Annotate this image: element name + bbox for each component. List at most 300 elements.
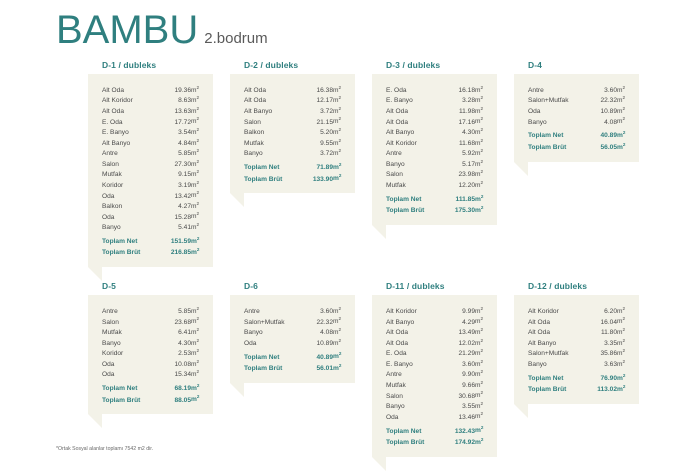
unit-symbol: m: [475, 139, 481, 147]
unit-symbol: m: [475, 329, 481, 337]
area-row: [386, 347, 489, 358]
unit-exponent: 2: [196, 305, 200, 311]
area-room-label: Toplam Brüt: [244, 364, 283, 372]
area-unit: [333, 305, 347, 316]
area-total-row: [528, 369, 631, 383]
area-room-label: Toplam Net: [528, 374, 564, 382]
unit-exponent: 2: [480, 148, 484, 154]
area-value: 6.20: [604, 308, 617, 315]
area-value: 13.46: [458, 413, 475, 421]
unit-symbol: m: [333, 308, 339, 315]
unit-card: [88, 295, 213, 414]
area-unit: [475, 316, 489, 327]
area-row: [386, 379, 489, 390]
area-room-label: Toplam Brüt: [528, 143, 567, 151]
area-value: 9.15: [178, 171, 191, 179]
area-room-label: Oda: [102, 360, 115, 368]
unit-exponent: 2: [196, 200, 200, 206]
area-total-row: [528, 140, 631, 151]
area-total-row: [244, 361, 347, 372]
area-room-label: Banyo: [528, 360, 547, 368]
area-unit: [191, 126, 205, 137]
area-row: [386, 105, 489, 116]
unit-exponent: 2: [480, 137, 484, 143]
unit-card-column: [230, 281, 372, 456]
unit-symbol: m: [333, 97, 339, 105]
area-unit: [617, 337, 631, 348]
unit-exponent: 2: [480, 390, 484, 396]
unit-symbol: m: [333, 339, 339, 347]
area-row: [386, 390, 489, 401]
area-room-label: Alt Koridor: [102, 97, 133, 105]
area-value: 5.20: [320, 129, 333, 137]
unit-exponent: 2: [196, 126, 200, 132]
area-value: 11.80: [600, 329, 617, 337]
area-room-label: Alt Oda: [386, 108, 408, 115]
area-row: [102, 84, 205, 95]
unit-exponent: 2: [622, 358, 626, 364]
area-value: 13.49: [458, 329, 475, 337]
area-row: [102, 200, 205, 211]
unit-exponent: 2: [480, 411, 484, 417]
area-row: [102, 137, 205, 148]
unit-exponent: 2: [480, 379, 484, 385]
area-room-label: Mutfak: [102, 329, 122, 337]
unit-exponent: 2: [480, 326, 484, 332]
brand-title: BAMBU: [56, 8, 199, 52]
unit-exponent: 2: [196, 137, 200, 143]
area-row: [244, 126, 347, 137]
unit-exponent: 2: [196, 316, 200, 322]
area-unit: [191, 190, 205, 201]
area-unit: [191, 393, 205, 404]
unit-exponent: 2: [338, 148, 342, 154]
unit-symbol: m: [333, 108, 339, 115]
area-row: [102, 211, 205, 222]
area-row: [528, 337, 631, 348]
unit-exponent: 2: [480, 116, 484, 122]
area-table: [528, 84, 631, 152]
area-unit: [617, 326, 631, 337]
area-room-label: Salon: [102, 160, 119, 168]
area-unit: [617, 369, 631, 383]
area-room-label: Salon+Mutfak: [528, 97, 569, 105]
unit-symbol: m: [333, 86, 339, 94]
unit-exponent: 2: [622, 372, 626, 378]
area-unit: [475, 358, 489, 369]
unit-symbol: m: [475, 86, 481, 94]
unit-symbol: m: [475, 438, 481, 446]
unit-card-title: D-3 / dubleks: [386, 60, 441, 70]
unit-exponent: 2: [622, 95, 626, 101]
unit-card: [514, 74, 639, 162]
area-unit: [333, 326, 347, 337]
unit-exponent: 2: [480, 337, 484, 343]
unit-card-title: D-2 / dubleks: [244, 60, 299, 70]
area-unit: [617, 358, 631, 369]
area-value: 16.18: [458, 86, 475, 94]
unit-symbol: m: [475, 381, 481, 389]
area-room-label: Alt Banyo: [386, 129, 415, 137]
unit-symbol: m: [475, 118, 481, 126]
area-table: [386, 84, 489, 215]
unit-symbol: m: [475, 371, 481, 379]
area-room-label: Alt Oda: [102, 108, 124, 115]
unit-exponent: 2: [196, 235, 200, 241]
area-unit: [191, 221, 205, 232]
unit-exponent: 2: [196, 383, 200, 389]
area-room-label: Antre: [386, 371, 402, 379]
unit-exponent: 2: [622, 305, 626, 311]
area-room-label: Balkon: [102, 203, 123, 211]
area-room-label: E. Banyo: [102, 129, 129, 137]
area-value: 4.08: [604, 118, 617, 126]
area-room-label: Alt Koridor: [386, 308, 417, 315]
area-row: [102, 158, 205, 169]
unit-symbol: m: [475, 150, 481, 158]
unit-symbol: m: [191, 203, 197, 211]
area-unit: [191, 347, 205, 358]
area-room-label: Alt Oda: [244, 86, 266, 94]
area-value: 8.63: [178, 97, 191, 105]
unit-exponent: 2: [338, 137, 342, 143]
area-value: 10.89: [600, 108, 617, 115]
area-unit: [333, 158, 347, 172]
unit-symbol: m: [475, 318, 481, 326]
area-room-label: Toplam Net: [386, 427, 422, 435]
area-row: [386, 158, 489, 169]
area-unit: [191, 84, 205, 95]
unit-card-body: [524, 305, 631, 394]
area-room-label: Toplam Net: [102, 238, 138, 246]
unit-card-body: [382, 84, 489, 215]
area-unit: [333, 337, 347, 348]
unit-exponent: 2: [196, 348, 200, 354]
area-room-label: Oda: [102, 213, 115, 221]
area-room-label: Alt Banyo: [102, 139, 131, 147]
unit-symbol: m: [333, 329, 339, 337]
area-room-label: Oda: [244, 339, 257, 347]
area-row: [386, 84, 489, 95]
area-unit: [475, 347, 489, 358]
area-room-label: Alt Oda: [102, 86, 124, 94]
area-room-label: Toplam Brüt: [386, 438, 425, 446]
area-total-row: [386, 435, 489, 446]
area-total-row: [386, 190, 489, 204]
area-unit: [191, 369, 205, 380]
unit-exponent: 2: [338, 126, 342, 132]
area-value: 3.54: [178, 129, 191, 137]
area-unit: [475, 390, 489, 401]
unit-symbol: m: [475, 129, 481, 137]
unit-card-title: D-1 / dubleks: [102, 60, 157, 70]
area-value: 76.90: [600, 374, 617, 382]
area-room-label: Antre: [102, 308, 118, 315]
area-room-label: Mutfak: [386, 381, 406, 389]
unit-symbol: m: [617, 386, 623, 394]
area-room-label: E. Banyo: [386, 360, 413, 368]
unit-symbol: m: [333, 175, 339, 183]
area-unit: [475, 84, 489, 95]
area-value: 132.43: [454, 427, 475, 435]
area-room-label: Alt Oda: [386, 329, 408, 337]
unit-card-title: D-5: [102, 281, 116, 292]
unit-exponent: 2: [338, 362, 342, 368]
unit-symbol: m: [191, 86, 197, 94]
area-room-label: Oda: [102, 371, 115, 379]
unit-symbol: m: [191, 308, 197, 315]
area-value: 113.02: [597, 386, 617, 394]
area-row: [102, 337, 205, 348]
area-unit: [475, 105, 489, 116]
area-value: 21.15: [316, 118, 333, 126]
area-value: 5.85: [178, 308, 191, 315]
area-unit: [475, 305, 489, 316]
area-row: [102, 95, 205, 106]
unit-symbol: m: [191, 129, 197, 137]
area-room-label: Antre: [102, 150, 118, 158]
unit-symbol: m: [191, 371, 197, 379]
area-value: 15.34: [174, 371, 191, 379]
area-unit: [191, 158, 205, 169]
area-room-label: Alt Banyo: [244, 108, 273, 115]
unit-card: [88, 74, 213, 267]
unit-exponent: 2: [480, 205, 484, 210]
area-room-label: Koridor: [102, 350, 124, 358]
unit-exponent: 2: [480, 158, 484, 164]
unit-exponent: 2: [338, 316, 342, 322]
area-room-label: Oda: [528, 108, 541, 115]
area-room-label: Banyo: [244, 329, 263, 337]
unit-symbol: m: [191, 329, 197, 337]
unit-symbol: m: [191, 238, 197, 246]
area-value: 21.29: [458, 350, 475, 358]
unit-exponent: 2: [196, 222, 200, 227]
unit-symbol: m: [617, 360, 623, 368]
unit-symbol: m: [191, 97, 197, 105]
area-value: 23.98: [458, 171, 475, 179]
area-room-label: Antre: [386, 150, 402, 158]
unit-card-column: [372, 281, 514, 456]
card-row-top: [88, 60, 658, 267]
area-row: [102, 326, 205, 337]
area-table: [244, 84, 347, 183]
area-unit: [475, 369, 489, 380]
area-unit: [333, 172, 347, 183]
area-unit: [191, 211, 205, 222]
area-room-label: Toplam Brüt: [528, 386, 567, 394]
area-room-label: Toplam Net: [528, 132, 564, 140]
area-room-label: E. Banyo: [386, 97, 413, 105]
unit-card-column: [372, 60, 514, 267]
area-total-row: [244, 158, 347, 172]
area-value: 56.01: [316, 364, 333, 372]
unit-card-title: D-12 / dubleks: [528, 281, 588, 292]
unit-symbol: m: [191, 396, 197, 404]
unit-exponent: 2: [480, 425, 484, 431]
area-value: 9.99: [462, 308, 475, 315]
area-unit: [475, 337, 489, 348]
area-row: [102, 221, 205, 232]
unit-symbol: m: [475, 97, 481, 105]
area-unit: [191, 358, 205, 369]
area-value: 175.30: [454, 207, 475, 215]
area-value: 2.53: [178, 350, 191, 358]
unit-symbol: m: [191, 350, 197, 358]
area-value: 3.35: [604, 339, 617, 347]
area-unit: [475, 158, 489, 169]
area-unit: [475, 169, 489, 180]
area-value: 3.60: [604, 86, 617, 94]
area-value: 71.89: [316, 164, 333, 172]
area-value: 12.02: [458, 339, 475, 347]
area-room-label: Oda: [386, 413, 399, 421]
unit-card-body: [382, 305, 489, 446]
unit-symbol: m: [475, 413, 481, 421]
area-room-label: Balkon: [244, 129, 265, 137]
area-unit: [617, 316, 631, 327]
area-row: [528, 116, 631, 127]
area-row: [386, 358, 489, 369]
area-room-label: Alt Koridor: [386, 139, 417, 147]
area-value: 5.41: [178, 224, 191, 232]
unit-exponent: 2: [622, 383, 626, 389]
area-value: 40.89: [600, 132, 617, 140]
area-row: [386, 369, 489, 380]
area-room-label: Toplam Brüt: [244, 175, 283, 183]
area-total-row: [528, 126, 631, 140]
unit-exponent: 2: [338, 105, 342, 111]
area-row: [102, 190, 205, 201]
unit-symbol: m: [617, 374, 623, 382]
area-total-row: [386, 421, 489, 435]
area-total-row: [102, 232, 205, 246]
unit-symbol: m: [191, 249, 197, 257]
area-room-label: Salon: [386, 171, 403, 179]
unit-symbol: m: [475, 108, 481, 115]
area-value: 216.85: [170, 249, 191, 257]
footnote: *Ortak Sosyal alanlar toplamı 7542 m2 dir.: [56, 446, 154, 452]
area-unit: [191, 232, 205, 246]
area-room-label: Alt Oda: [386, 339, 408, 347]
area-value: 3.60: [320, 308, 333, 315]
area-table: [102, 305, 205, 404]
unit-symbol: m: [475, 308, 481, 315]
unit-exponent: 2: [480, 348, 484, 354]
area-room-label: Banyo: [528, 118, 547, 126]
unit-symbol: m: [475, 207, 481, 215]
area-room-label: Antre: [244, 308, 260, 315]
area-unit: [617, 84, 631, 95]
area-row: [386, 147, 489, 158]
unit-card: [230, 295, 355, 383]
area-row: [102, 147, 205, 158]
unit-symbol: m: [191, 385, 197, 393]
area-unit: [191, 137, 205, 148]
unit-exponent: 2: [338, 161, 342, 167]
area-row: [528, 347, 631, 358]
unit-symbol: m: [617, 329, 623, 337]
area-value: 23.68: [174, 318, 191, 326]
area-value: 4.84: [178, 139, 191, 147]
unit-exponent: 2: [622, 84, 626, 90]
unit-symbol: m: [191, 213, 197, 221]
card-row-bottom: [88, 281, 658, 456]
unit-symbol: m: [617, 318, 623, 326]
area-value: 11.98: [458, 108, 475, 115]
area-room-label: Mutfak: [244, 139, 264, 147]
area-unit: [333, 105, 347, 116]
area-value: 88.05: [174, 396, 191, 404]
area-value: 5.85: [178, 150, 191, 158]
unit-exponent: 2: [480, 169, 484, 175]
area-room-label: Alt Oda: [528, 329, 550, 337]
unit-exponent: 2: [480, 179, 484, 185]
area-unit: [191, 95, 205, 106]
area-room-label: Alt Oda: [244, 97, 266, 105]
unit-card-column: [230, 60, 372, 267]
area-value: 19.36: [174, 86, 191, 94]
unit-exponent: 2: [480, 400, 484, 406]
area-room-label: Mutfak: [102, 171, 122, 179]
area-unit: [333, 95, 347, 106]
unit-symbol: m: [617, 108, 623, 115]
area-unit: [333, 361, 347, 372]
area-row: [102, 305, 205, 316]
area-value: 12.20: [458, 181, 475, 189]
area-room-label: Alt Banyo: [386, 318, 415, 326]
area-row: [102, 169, 205, 180]
unit-exponent: 2: [480, 105, 484, 111]
unit-card-column: [88, 281, 230, 456]
area-value: 3.19: [178, 181, 191, 189]
area-row: [102, 116, 205, 127]
unit-exponent: 2: [622, 116, 626, 122]
area-row: [386, 400, 489, 411]
area-unit: [475, 411, 489, 422]
area-value: 68.19: [174, 385, 191, 393]
unit-exponent: 2: [196, 158, 200, 164]
unit-card-body: [524, 84, 631, 152]
unit-symbol: m: [191, 171, 197, 179]
unit-exponent: 2: [622, 326, 626, 332]
unit-symbol: m: [333, 164, 339, 172]
area-row: [244, 147, 347, 158]
unit-exponent: 2: [338, 326, 342, 332]
area-value: 4.29: [462, 318, 475, 326]
unit-symbol: m: [475, 195, 481, 203]
area-unit: [617, 347, 631, 358]
area-unit: [333, 347, 347, 361]
area-table: [102, 84, 205, 257]
area-total-row: [386, 204, 489, 215]
unit-exponent: 2: [622, 105, 626, 111]
area-unit: [617, 140, 631, 151]
area-total-row: [102, 379, 205, 393]
area-row: [244, 316, 347, 327]
area-row: [528, 326, 631, 337]
unit-exponent: 2: [196, 95, 200, 101]
unit-exponent: 2: [480, 436, 484, 442]
unit-symbol: m: [617, 86, 623, 94]
area-row: [528, 316, 631, 327]
area-room-label: Banyo: [102, 339, 121, 347]
area-value: 10.89: [316, 339, 333, 347]
area-room-label: Salon+Mutfak: [528, 350, 569, 358]
area-room-label: Alt Koridor: [528, 308, 559, 315]
unit-exponent: 2: [622, 141, 626, 147]
area-room-label: Antre: [528, 86, 544, 94]
